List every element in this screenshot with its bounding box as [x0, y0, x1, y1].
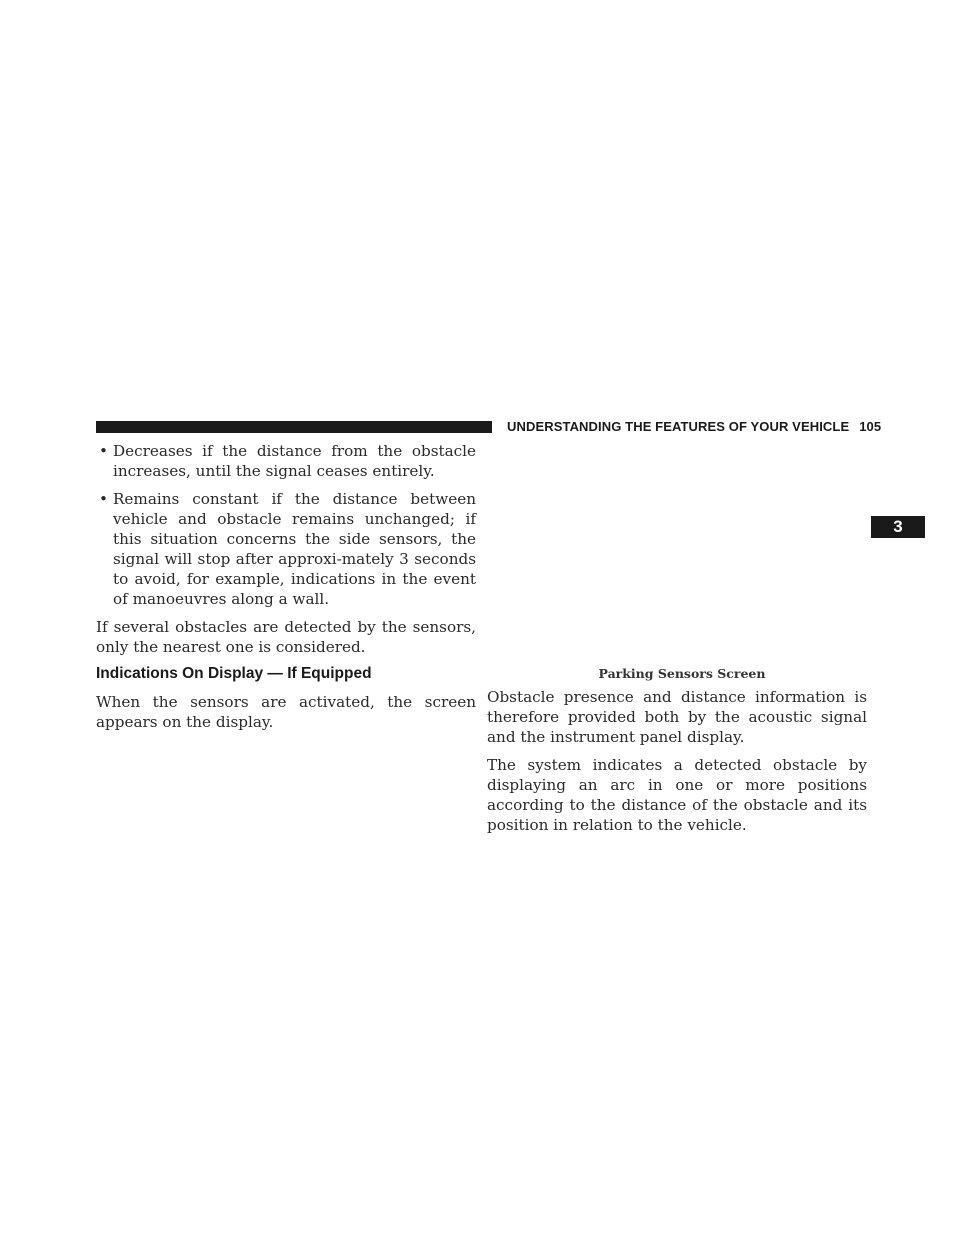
figure-caption: Parking Sensors Screen: [598, 666, 766, 681]
paragraph: The system indicates a detected obstacle by displaying an arc in one or more positions according to the distance of the obstacle and its position in relation to the vehicle.: [487, 756, 867, 834]
paragraph: Obstacle presence and distance information is therefore provided both by the acoustic signal and the instrument panel display.: [487, 688, 867, 746]
running-header: [507, 419, 881, 434]
left-column: [96, 441, 476, 740]
paragraph: When the sensors are activated, the screen appears on the display.: [96, 693, 476, 731]
section-heading: Indications On Display — If Equipped: [96, 665, 372, 682]
page-number: 105: [859, 419, 882, 434]
list-item: [96, 441, 476, 481]
bullet-icon: •: [99, 490, 108, 508]
header-rule: [96, 421, 492, 433]
section-title: UNDERSTANDING THE FEATURES OF YOUR VEHICLE: [507, 419, 850, 434]
chapter-tab: 3: [871, 516, 925, 538]
bullet-icon: •: [99, 442, 108, 460]
right-column: [487, 687, 867, 843]
list-item-text: Decreases if the distance from the obstacle increases, until the signal ceases entirely.: [113, 442, 476, 480]
paragraph: If several obstacles are detected by the sensors, only the nearest one is considered.: [96, 618, 476, 656]
list-item: [96, 489, 476, 609]
list-item-text: Remains constant if the distance between vehicle and obstacle remains unchanged; if this situation concerns the side sensors, the signal will stop after approxi-mately 3 seconds to avoid, for example, indications in the event of manoeuvres along a wall.: [113, 490, 476, 608]
bullet-list: [96, 441, 476, 609]
